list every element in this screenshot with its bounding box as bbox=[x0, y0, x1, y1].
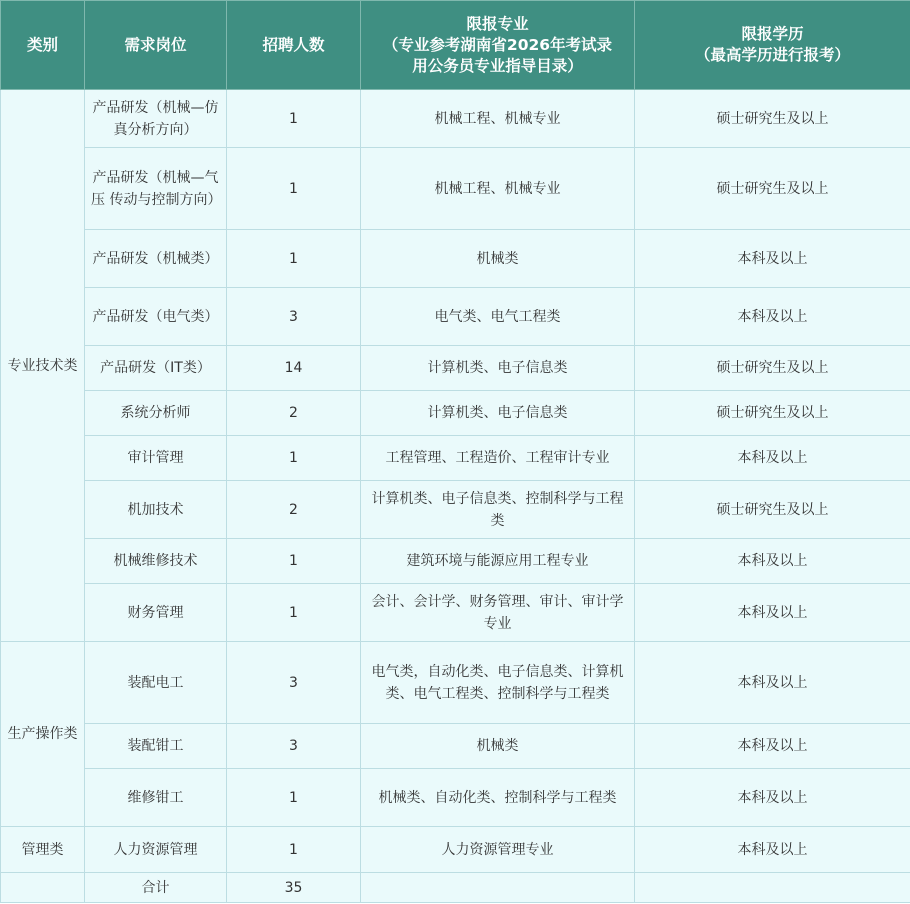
major-cell: 计算机类、电子信息类 bbox=[361, 346, 635, 391]
education-cell: 本科及以上 bbox=[635, 642, 910, 724]
total-count: 35 bbox=[227, 873, 361, 903]
table-row bbox=[1, 436, 910, 481]
major-cell: 建筑环境与能源应用工程专业 bbox=[361, 539, 635, 584]
header-education: 限报学历 （最高学历进行报考） bbox=[635, 1, 910, 90]
position-cell: 产品研发（机械类） bbox=[85, 230, 227, 288]
table-row bbox=[1, 346, 910, 391]
education-cell: 硕士研究生及以上 bbox=[635, 481, 910, 539]
count-cell: 2 bbox=[227, 481, 361, 539]
header-category: 类别 bbox=[1, 1, 85, 90]
position-cell: 机加技术 bbox=[85, 481, 227, 539]
position-cell: 系统分析师 bbox=[85, 391, 227, 436]
education-cell: 本科及以上 bbox=[635, 539, 910, 584]
table-row bbox=[1, 769, 910, 827]
header-count: 招聘人数 bbox=[227, 1, 361, 90]
education-cell: 本科及以上 bbox=[635, 288, 910, 346]
count-cell: 2 bbox=[227, 391, 361, 436]
count-cell: 1 bbox=[227, 436, 361, 481]
header-position: 需求岗位 bbox=[85, 1, 227, 90]
education-cell: 本科及以上 bbox=[635, 230, 910, 288]
major-cell: 机械工程、机械专业 bbox=[361, 148, 635, 230]
count-cell: 1 bbox=[227, 539, 361, 584]
major-cell: 机械工程、机械专业 bbox=[361, 90, 635, 148]
table-row bbox=[1, 288, 910, 346]
position-cell: 产品研发（机械—气压 传动与控制方向） bbox=[85, 148, 227, 230]
table-row bbox=[1, 481, 910, 539]
category-cell: 专业技术类 bbox=[1, 90, 85, 642]
position-cell: 装配钳工 bbox=[85, 724, 227, 769]
education-cell: 硕士研究生及以上 bbox=[635, 90, 910, 148]
table-row bbox=[1, 584, 910, 642]
position-cell: 产品研发（电气类） bbox=[85, 288, 227, 346]
count-cell: 1 bbox=[227, 230, 361, 288]
position-cell: 产品研发（机械—仿真分析方向） bbox=[85, 90, 227, 148]
count-cell: 1 bbox=[227, 148, 361, 230]
education-cell: 本科及以上 bbox=[635, 724, 910, 769]
major-cell: 人力资源管理专业 bbox=[361, 827, 635, 873]
major-cell: 电气类、电气工程类 bbox=[361, 288, 635, 346]
count-cell: 1 bbox=[227, 769, 361, 827]
count-cell: 3 bbox=[227, 288, 361, 346]
count-cell: 1 bbox=[227, 584, 361, 642]
total-row bbox=[1, 873, 910, 903]
table-row bbox=[1, 230, 910, 288]
major-cell: 机械类 bbox=[361, 724, 635, 769]
category-cell: 管理类 bbox=[1, 827, 85, 873]
position-cell: 产品研发（IT类） bbox=[85, 346, 227, 391]
education-cell: 本科及以上 bbox=[635, 827, 910, 873]
position-cell: 维修钳工 bbox=[85, 769, 227, 827]
major-cell: 工程管理、工程造价、工程审计专业 bbox=[361, 436, 635, 481]
count-cell: 3 bbox=[227, 642, 361, 724]
major-cell: 机械类 bbox=[361, 230, 635, 288]
major-cell: 电气类，自动化类、电子信息类、计算机类、电气工程类、控制科学与工程类 bbox=[361, 642, 635, 724]
position-cell: 机械维修技术 bbox=[85, 539, 227, 584]
education-cell: 本科及以上 bbox=[635, 436, 910, 481]
table-row bbox=[1, 642, 910, 724]
education-cell: 本科及以上 bbox=[635, 584, 910, 642]
education-cell: 硕士研究生及以上 bbox=[635, 346, 910, 391]
table-row bbox=[1, 827, 910, 873]
table-row bbox=[1, 148, 910, 230]
category-cell: 生产操作类 bbox=[1, 642, 85, 827]
position-cell: 装配电工 bbox=[85, 642, 227, 724]
education-cell: 硕士研究生及以上 bbox=[635, 391, 910, 436]
total-category-cell bbox=[1, 873, 85, 903]
position-cell: 审计管理 bbox=[85, 436, 227, 481]
header-major: 限报专业 （专业参考湖南省2026年考试录 用公务员专业指导目录） bbox=[361, 1, 635, 90]
education-cell: 本科及以上 bbox=[635, 769, 910, 827]
position-cell: 财务管理 bbox=[85, 584, 227, 642]
table-header-row bbox=[1, 1, 910, 90]
position-cell: 人力资源管理 bbox=[85, 827, 227, 873]
major-cell: 会计、会计学、财务管理、审计、审计学专业 bbox=[361, 584, 635, 642]
count-cell: 3 bbox=[227, 724, 361, 769]
count-cell: 1 bbox=[227, 90, 361, 148]
total-education-cell bbox=[635, 873, 910, 903]
table-row bbox=[1, 391, 910, 436]
count-cell: 14 bbox=[227, 346, 361, 391]
major-cell: 计算机类、电子信息类 bbox=[361, 391, 635, 436]
count-cell: 1 bbox=[227, 827, 361, 873]
major-cell: 机械类、自动化类、控制科学与工程类 bbox=[361, 769, 635, 827]
major-cell: 计算机类、电子信息类、控制科学与工程类 bbox=[361, 481, 635, 539]
table-row bbox=[1, 539, 910, 584]
education-cell: 硕士研究生及以上 bbox=[635, 148, 910, 230]
table-row bbox=[1, 724, 910, 769]
total-major-cell bbox=[361, 873, 635, 903]
table-row bbox=[1, 90, 910, 148]
total-label: 合计 bbox=[85, 873, 227, 903]
